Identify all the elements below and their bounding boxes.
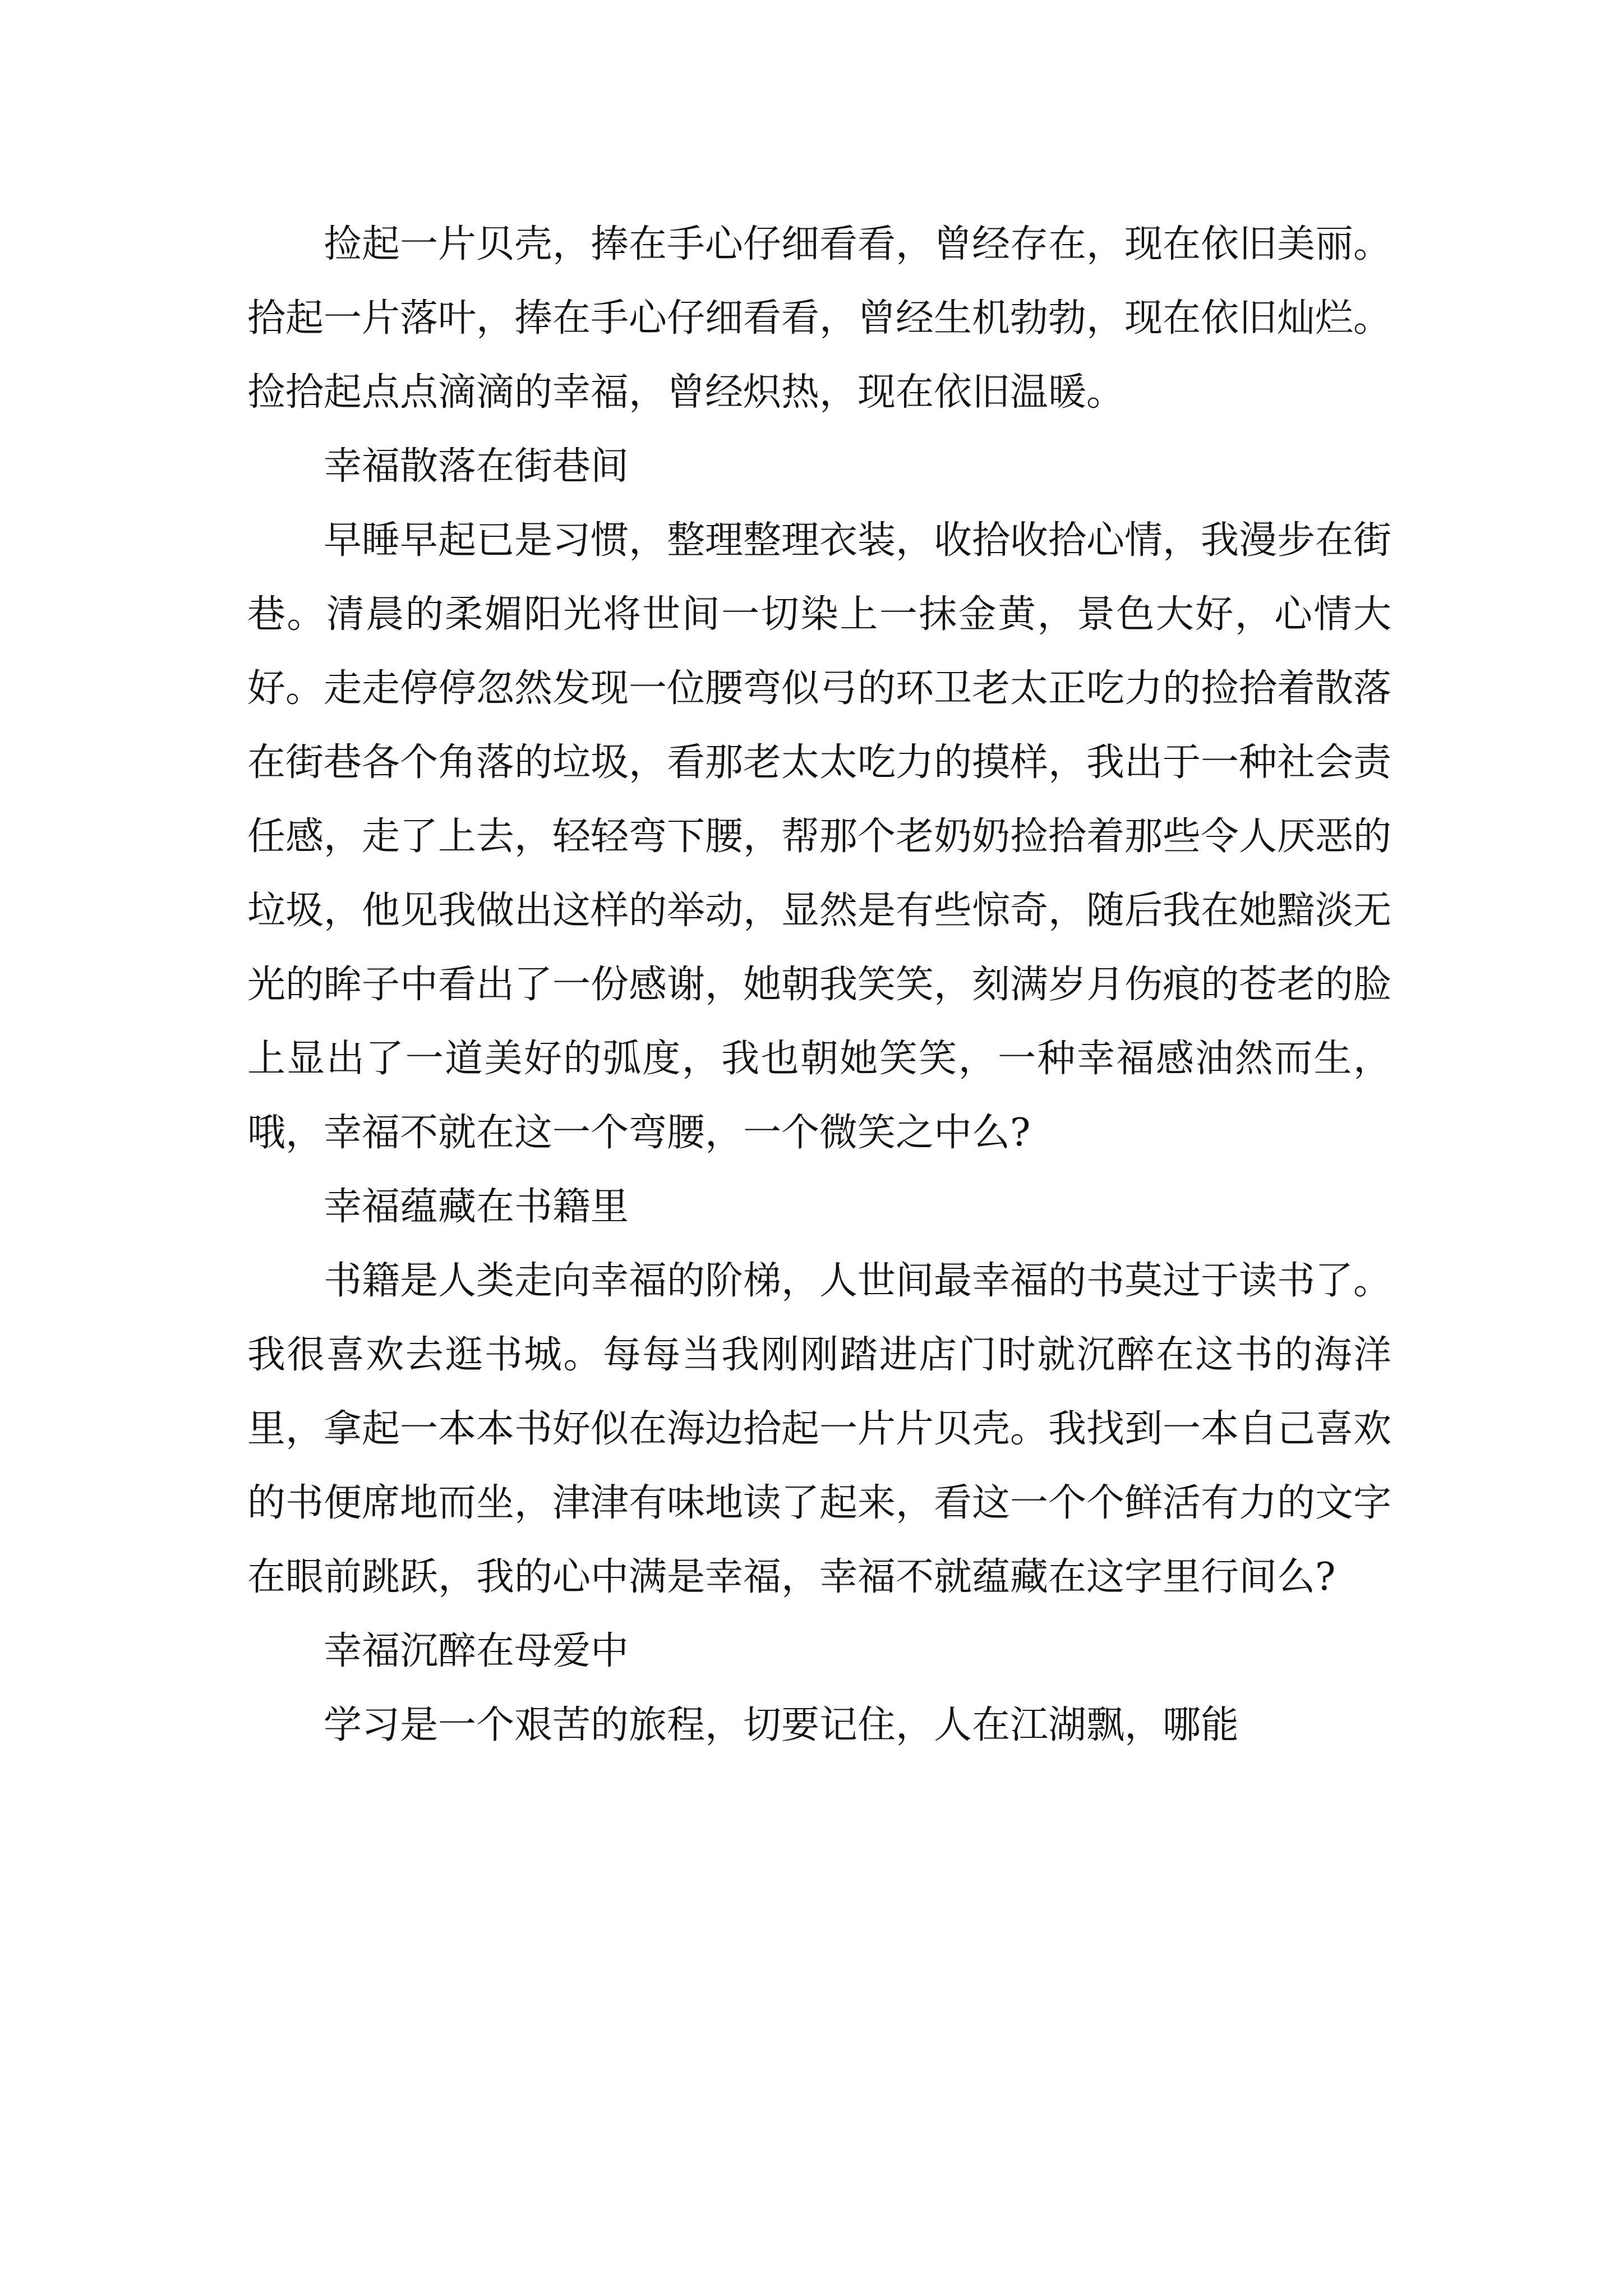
section-heading-books: 幸福蕴藏在书籍里 (324, 1185, 629, 1229)
paragraph-mother: 学习是一个艰苦的旅程，切要记住，人在江湖飘，哪能 (324, 1703, 1239, 1747)
paragraph-books: 书籍是人类走向幸福的阶梯，人世间最幸福的书莫过于读书了。我很喜欢去逛书城。每每当我刚刚踏进店门时就沉醉在这书的海洋里，拿起一本本书好似在海边拾起一片片贝壳。我找到一本自己喜欢的书便席地而坐，津津有味地读了起来，看这一个个鲜活有力的文字在眼前跳跃，我的心中满是幸福，幸福不就蕴藏在这字里行间么? (247, 1259, 1392, 1599)
paragraph-intro: 捡起一片贝壳，捧在手心仔细看看，曾经存在，现在依旧美丽。拾起一片落叶，捧在手心仔细看看，曾经生机勃勃，现在依旧灿烂。捡拾起点点滴滴的幸福，曾经炽热，现在依旧温暖。 (247, 222, 1392, 415)
document-body (247, 208, 1391, 1763)
section-heading-mother: 幸福沉醉在母爱中 (324, 1629, 629, 1673)
section-heading-streets: 幸福散落在街巷间 (324, 444, 629, 489)
paragraph-streets: 早睡早起已是习惯，整理整理衣装，收拾收拾心情，我漫步在街巷。清晨的柔媚阳光将世间一切染上一抹金黄，景色大好，心情大好。走走停停忽然发现一位腰弯似弓的环卫老太正吃力的捡拾着散落在街巷各个角落的垃圾，看那老太太吃力的摸样，我出于一种社会责任感，走了上去，轻轻弯下腰，帮那个老奶奶捡拾着那些令人厌恶的垃圾，他见我做出这样的举动，显然是有些惊奇，随后我在她黯淡无光的眸子中看出了一份感谢，她朝我笑笑，刻满岁月伤痕的苍老的脸上显出了一道美好的弧度，我也朝她笑笑，一种幸福感油然而生，哦，幸福不就在这一个弯腰，一个微笑之中么? (247, 518, 1392, 1155)
